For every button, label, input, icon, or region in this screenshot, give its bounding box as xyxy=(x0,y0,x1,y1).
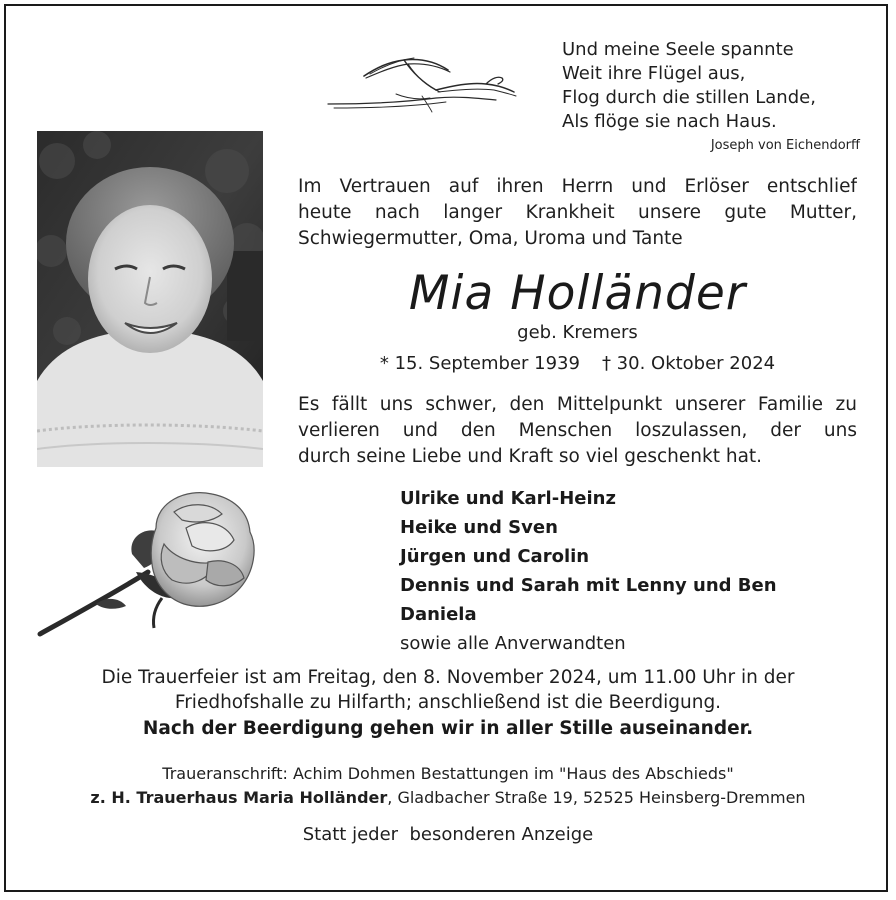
tribute-line: Es fällt uns schwer, den Mittelpunkt unserer Familie zu xyxy=(298,394,857,415)
tribute-line: durch seine Liebe und Kraft so viel geschenkt hat. xyxy=(298,446,763,467)
rose-icon xyxy=(36,488,266,640)
death-date: † 30. Oktober 2024 xyxy=(601,353,776,374)
address-line xyxy=(40,786,856,810)
quiet-burial-note: Nach der Beerdigung gehen wir in aller Stille auseinander. xyxy=(142,718,754,739)
poem-line: Weit ihre Flügel aus, xyxy=(562,63,746,84)
poem-line: Flog durch die stillen Lande, xyxy=(562,87,816,108)
intro-line: Schwiegermutter, Oma, Uroma und Tante xyxy=(298,228,683,249)
dove-icon xyxy=(326,46,522,118)
mourner-name: Dennis und Sarah mit Lenny und Ben xyxy=(400,575,777,596)
mourner-name: Heike und Sven xyxy=(400,517,558,538)
life-dates xyxy=(298,353,857,374)
birth-date: * 15. September 1939 xyxy=(379,353,580,374)
tribute-text xyxy=(298,392,857,470)
funeral-info xyxy=(40,665,856,715)
intro-text xyxy=(298,174,857,252)
intro-line: Im Vertrauen auf ihren Herrn und Erlöser entschlief xyxy=(298,176,857,197)
portrait-photo xyxy=(37,131,263,467)
tribute-line: verlieren und den Menschen loszulassen, der uns xyxy=(298,420,857,441)
mourner-name: Jürgen und Carolin xyxy=(400,546,590,567)
mourning-address xyxy=(40,762,856,810)
poem xyxy=(562,38,852,134)
relatives-line: sowie alle Anverwandten xyxy=(400,633,626,654)
notice-line: Statt jeder besonderen Anzeige xyxy=(302,824,594,845)
mourner-name: Ulrike und Karl-Heinz xyxy=(400,488,616,509)
mourners-list xyxy=(400,484,860,658)
intro-line: heute nach langer Krankheit unsere gute Mutter, xyxy=(298,202,857,223)
poem-line: Als flöge sie nach Haus. xyxy=(562,111,777,132)
mourner-name: Daniela xyxy=(400,604,477,625)
address-recipient: z. H. Trauerhaus Maria Holländer xyxy=(90,788,388,807)
address-street: , Gladbacher Straße 19, 52525 Heinsberg-Dremmen xyxy=(387,788,806,807)
funeral-line: Friedhofshalle zu Hilfarth; anschließend ist die Beerdigung. xyxy=(174,692,722,713)
poem-author: Joseph von Eichendorff xyxy=(710,138,860,153)
address-line: Traueranschrift: Achim Dohmen Bestattungen im "Haus des Abschieds" xyxy=(162,764,734,783)
poem-line: Und meine Seele spannte xyxy=(562,39,794,60)
funeral-line: Die Trauerfeier ist am Freitag, den 8. November 2024, um 11.00 Uhr in der xyxy=(101,667,795,688)
deceased-name: Mia Holländer xyxy=(408,266,747,321)
maiden-name: geb. Kremers xyxy=(517,322,638,343)
